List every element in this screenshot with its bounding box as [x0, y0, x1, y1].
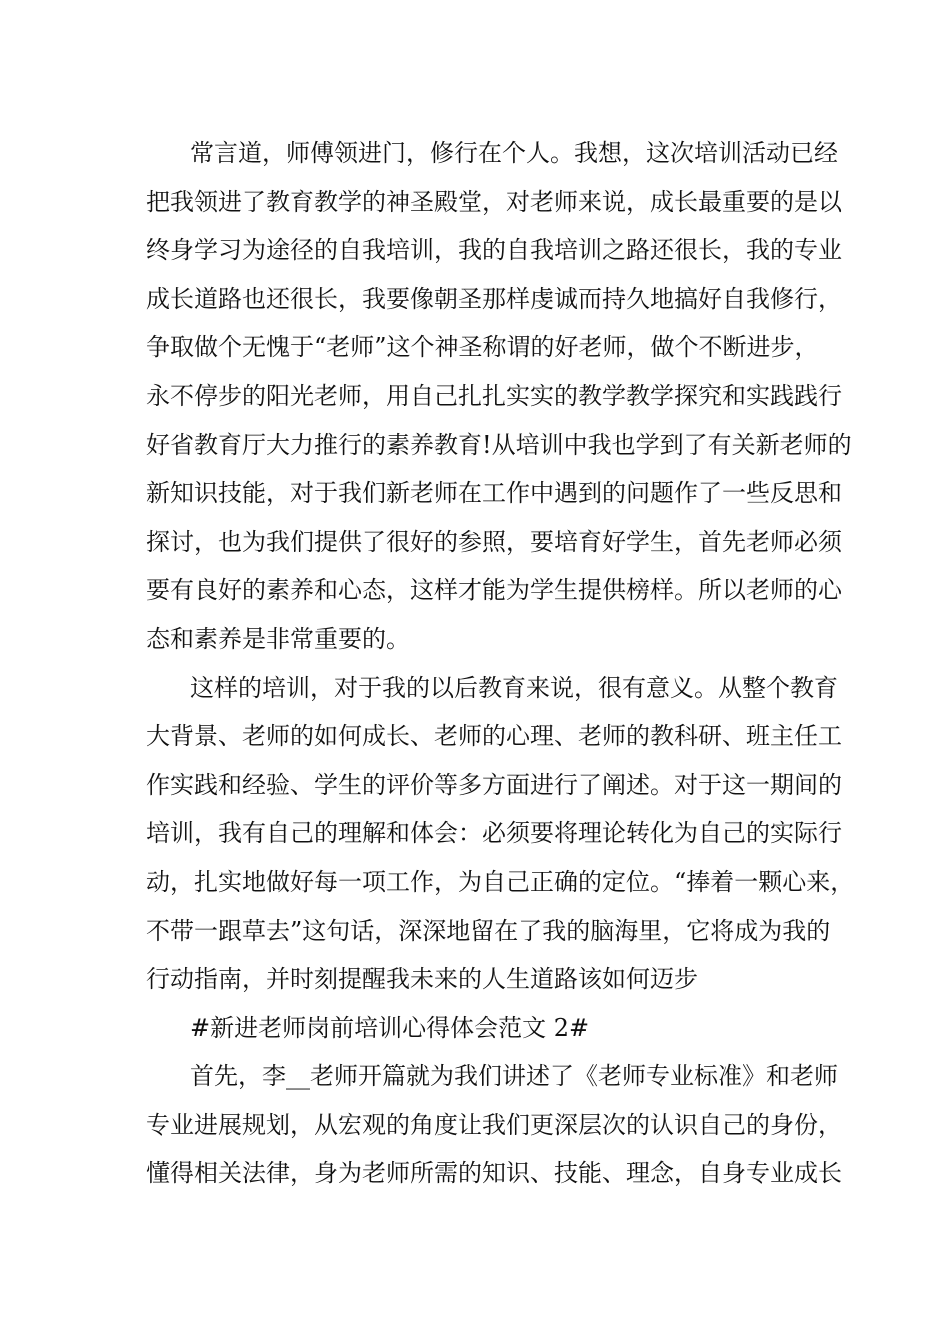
text-line: 新知识技能，对于我们新老师在工作中遇到的问题作了一些反思和 — [146, 479, 842, 508]
text-line: 把我领进了教育教学的神圣殿堂，对老师来说，成长最重要的是以 — [146, 187, 842, 216]
text-line: 不带一跟草去”这句话，深深地留在了我的脑海里，它将成为我的 — [146, 916, 831, 945]
text-line: 常言道，师傅领进门，修行在个人。我想，这次培训活动已经 — [190, 139, 838, 167]
text-line: 动，扎实地做好每一项工作，为自己正确的定位。“捧着一颗心来， — [146, 867, 855, 896]
section-heading: #新进老师岗前培训心得体会范文 2# — [190, 1013, 590, 1042]
text-line: 这样的培训，对于我的以后教育来说，很有意义。从整个教育 — [190, 673, 838, 702]
text-line: 专业进展规划，从宏观的角度让我们更深层次的认识自己的身份， — [146, 1110, 842, 1139]
text-line: 永不停步的阳光老师，用自己扎扎实实的教学教学探究和实践践行 — [146, 381, 842, 410]
text-line: 争取做个无愧于“老师”这个神圣称谓的好老师，做个不断进步， — [146, 333, 819, 362]
text-line: 探讨，也为我们提供了很好的参照，要培育好学生，首先老师必须 — [146, 527, 842, 556]
text-line: 行动指南，并时刻提醒我未来的人生道路该如何迈步 — [146, 965, 698, 994]
text-line: 成长道路也还很长，我要像朝圣那样虔诚而持久地搞好自我修行， — [146, 284, 842, 313]
text-line: 培训，我有自己的理解和体会：必须要将理论转化为自己的实际行 — [146, 819, 842, 848]
text-line: 大背景、老师的如何成长、老师的心理、老师的教科研、班主任工 — [146, 722, 842, 751]
text-line: 态和素养是非常重要的。 — [146, 624, 410, 653]
text-line: 懂得相关法律，身为老师所需的知识、技能、理念，自身专业成长 — [146, 1159, 842, 1188]
text-line: 首先，李__老师开篇就为我们讲述了《老师专业标准》和老师 — [190, 1062, 838, 1091]
text-line: 要有良好的素养和心态，这样才能为学生提供榜样。所以老师的心 — [146, 576, 842, 605]
document-body — [146, 129, 855, 1198]
text-line: 好省教育厅大力推行的素养教育!从培训中我也学到了有关新老师的 — [146, 430, 852, 459]
text-line: 作实践和经验、学生的评价等多方面进行了阐述。对于这一期间的 — [146, 770, 842, 799]
text-line: 终身学习为途径的自我培训，我的自我培训之路还很长，我的专业 — [146, 236, 842, 265]
